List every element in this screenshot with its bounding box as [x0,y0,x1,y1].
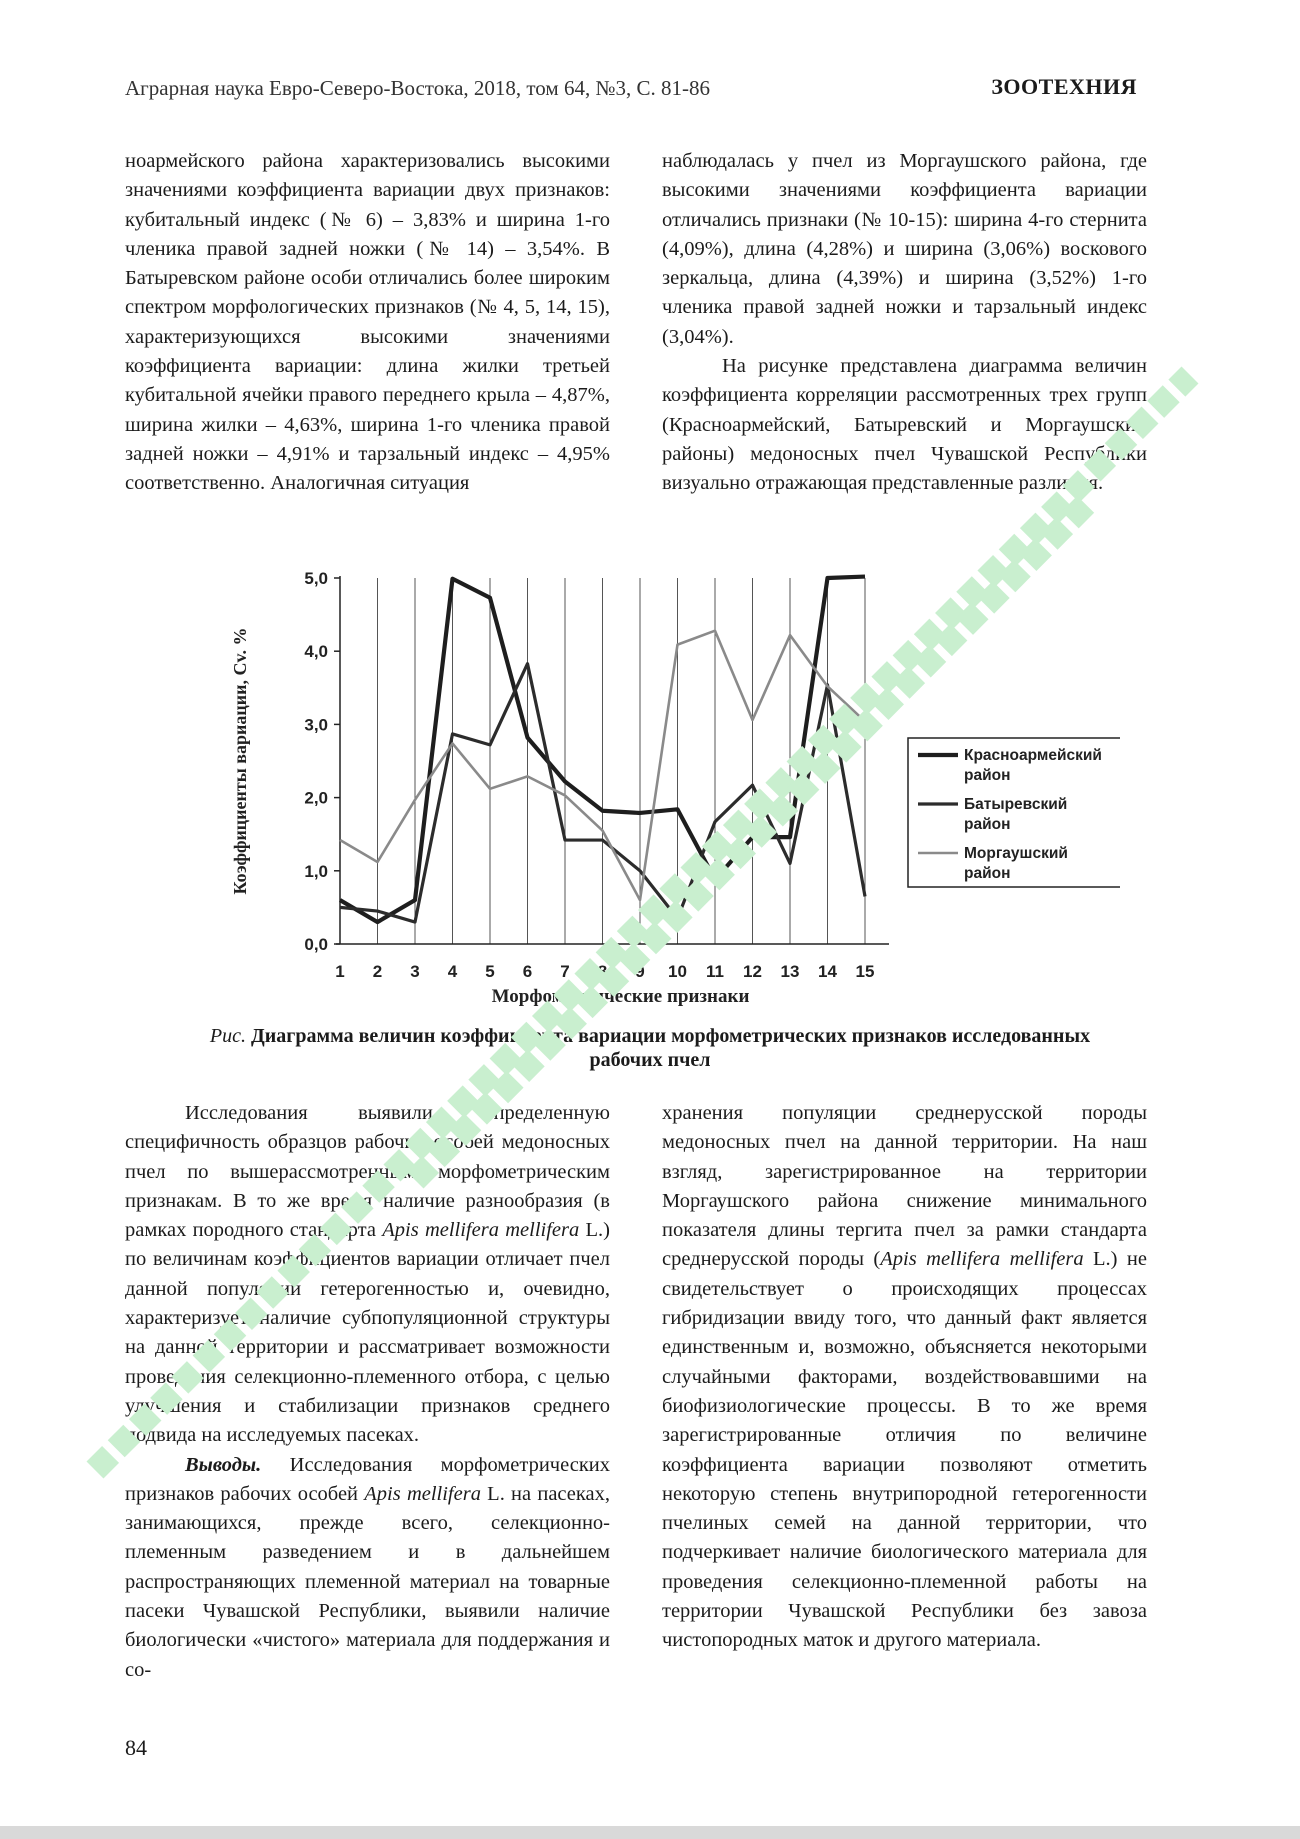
legend-label: район [964,767,1011,784]
text-run: Исследования выявили определенную специфичность образцов рабочих особей медоносных пчел по вышерассмотренным морфометрическим признакам. В то же время наличие разнообразия (в рамках породного стандарта [125,1102,610,1242]
x-tick-label: 3 [410,962,420,981]
paragraph [662,1099,1147,1656]
text-run: Исследования морфометрических признаков рабочих особей [125,1453,610,1505]
paragraph: ноармейского района характеризовались высокими значениями коэффициента вариации двух признаков: кубитальный индекс (№ 6) – 3,83% и ширина 1-го членика правой задней ножки (№ 14) – 3,54%. В Батыревском районе особи отличались более широким спектром морфологических признаков (№ 4, 5, 14, 15), характеризующихся высокими значениями коэффициента вариации: длина жилки третьей кубитальной ячейки правого переднего крыла – 4,87%, ширина жилки – 4,63%, ширина 1-го членика правой задней ножки – 4,91% и тарзальный индекс – 4,95% соответственно. Аналогичная ситуация [125,150,610,495]
x-tick-label: 12 [743,962,762,981]
species-name: Apis mellifera [364,1482,481,1505]
variation-chart [200,555,1120,1025]
paragraph [125,1099,610,1451]
figure-caption [190,1024,1110,1072]
y-tick-label: 5,0 [304,569,328,588]
paragraph: На рисунке представлена диаграмма величин коэффициента корреляции рассмотренных трех групп (Красноармейский, Батыревский и Моргаушский районы) медоносных пчел Чувашской Республики визуально отражающая представленные различия. [662,355,1147,495]
figure [200,555,1120,1025]
x-tick-label: 14 [818,962,837,981]
top-left-column [125,147,610,499]
journal-citation: Аграрная наука Евро-Северо-Востока, 2018, том 64, №3, С. 81-86 [125,76,710,100]
x-tick-label: 2 [372,962,383,981]
x-tick-label: 5 [485,962,495,981]
paragraph [125,1451,610,1685]
species-name: Apis mellifera mellifera [880,1248,1084,1271]
x-tick-label: 7 [560,962,570,981]
species-name: Apis mellifera mellifera [382,1219,580,1242]
bottom-strip [0,1826,1300,1839]
y-tick-label: 0,0 [304,935,328,954]
x-tick-label: 9 [635,962,645,981]
text-run: L.) не свидетельствует о происходящих процессах гибридизации ввиду того, что данный факт является единственным и, возможно, объясняется некоторыми случайными факторами, воздействовавшими на биофизиологические процессы. В то же время зарегистрированные отличия по величине коэффициента вариации позволяют отметить некоторую степень внутрипородной гетерогенности пчелиных семей на данной территории, что подчеркивает наличие биологического материала для проведения селекционно-племенной работы на территории Чувашской Республики без завоза чистопородных маток и другого материала. [662,1248,1147,1652]
y-tick-label: 3,0 [304,715,328,735]
x-tick-label: 10 [668,962,687,981]
y-tick-label: 4,0 [304,642,328,662]
text-run: L.) по величинам коэффициентов вариации отличает пчел данной популяции гетерогенностью и, очевидно, характеризует наличие субпопуляционной структуры на данной территории и рассматривает возможности проведения селекционно-племенного отбора, с целью улучшения и стабилизации признаков среднего подвида на исследуемых пасеках. [125,1219,610,1447]
y-tick-label: 2,0 [304,788,328,808]
x-axis-title: Морфометрические признаки [491,986,750,1007]
caption-lead: Рис. [209,1025,246,1047]
x-tick-label: 11 [706,962,724,981]
x-tick-label: 8 [597,962,608,981]
legend-label: район [964,816,1011,833]
bottom-left-column [125,1099,610,1685]
x-tick-label: 4 [447,962,458,981]
caption-title: Диаграмма величин коэффициента вариации морфометрических признаков исследованных рабочих пчел [251,1025,1091,1071]
page-number: 84 [125,1735,147,1760]
x-tick-label: 15 [855,962,875,981]
top-right-column [662,147,1147,499]
section-title: ЗООТЕХНИЯ [991,74,1137,99]
y-axis-title: Коэффициенты вариации, Cv. % [230,627,250,895]
y-tick-label: 1,0 [304,861,328,881]
conclusions-heading: Выводы. [185,1453,262,1476]
running-header [125,72,1137,104]
text-run: L. на пасеках, занимающихся, прежде всего, селекционно-племенным разведением и в дальнейшем распространяющих племенной материал на товарные пасеки Чувашской Республики, выявили наличие биологически «чистого» материала для поддержания и со- [125,1482,610,1681]
paragraph: наблюдалась у пчел из Моргаушского района, где высокими значениями коэффициента вариации отличались признаки (№ 10-15): ширина 4-го стернита (4,09%), длина (4,28%) и ширина (3,06%) воскового зеркальца, длина (4,39%) и ширина (3,52%) 1-го членика правой задней ножки и тарзальный индекс (3,04%). [662,150,1147,348]
x-tick-label: 6 [522,962,533,981]
legend-label: район [964,865,1011,882]
x-tick-label: 1 [335,962,345,981]
bottom-right-column [662,1099,1147,1656]
x-tick-label: 13 [780,962,800,981]
legend-label: Красноармейский [964,747,1102,764]
legend-label: Моргаушский [964,845,1068,862]
text-run: хранения популяции среднерусской породы медоносных пчел на данной территории. На наш взгляд, зарегистрированное на территории Моргаушского района снижение минимального показателя длины тергита пчел за рамки стандарта среднерусской породы ( [662,1102,1147,1271]
legend-label: Батыревский [964,796,1068,813]
